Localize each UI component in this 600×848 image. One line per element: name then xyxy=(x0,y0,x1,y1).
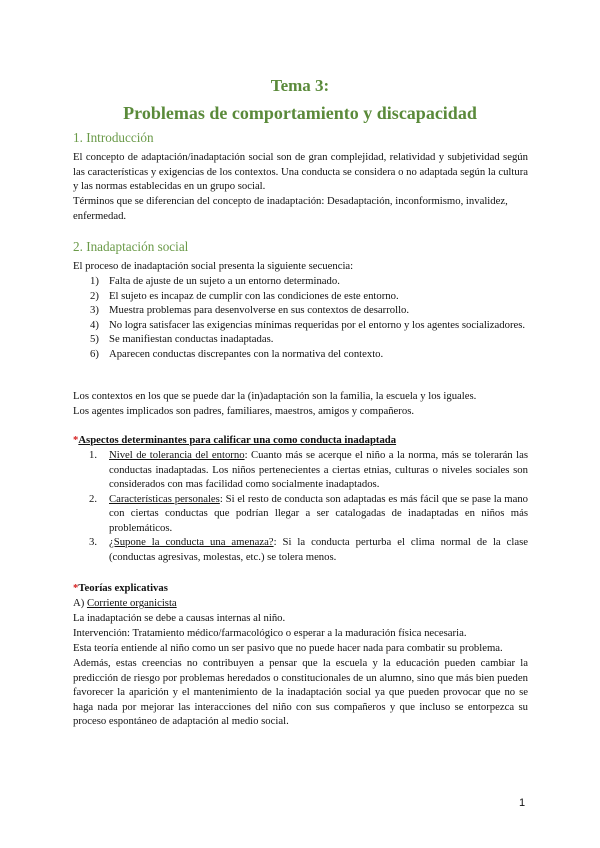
theory-paragraph: Además, estas creencias no contribuyen a pensar que la escuela y la educación pueden cambiar la predicción de riesgo por problemas heredados o constitucionales de un alumno, sino que más bien pueden favorecer la aparición y el mantenimiento de la inadaptación social ya que pueden provocar que no se haga nada por mejorar las interacciones del niño con sus compañeros y que incluso se entorpezca su proceso espontáneo de adaptación al medio social. xyxy=(73,657,528,727)
section-1-heading: 1. Introducción xyxy=(73,130,154,145)
list-item: 3. ¿Supone la conducta una amenaza?: Si la conducta perturba el clima normal de la clase (conductas agresivas, molestas, etc.) se tolera menos. xyxy=(89,536,528,563)
list-item: 3) Muestra problemas para desenvolverse en sus contextos de desarrollo. xyxy=(90,304,410,316)
title-line-1: Tema 3: xyxy=(270,76,330,95)
theory-line-1: La inadaptación se debe a causas internas al niño. xyxy=(73,612,286,624)
page-number: 1 xyxy=(519,797,526,809)
list-item: 2) El sujeto es incapaz de cumplir con las condiciones de este entorno. xyxy=(90,289,399,302)
aspects-title: Aspectos determinantes para calificar una como conducta inadaptada xyxy=(78,434,397,446)
list-item: 6) Aparecen conductas discrepantes con la normativa del contexto. xyxy=(90,347,384,360)
intro-paragraph: El concepto de adaptación/inadaptación social son de gran complejidad, relatividad y subjetividad según las características y exigencias de los contextos. Una conducta se considera o no adaptada según la cultura y las normas establecidas en un grupo social. xyxy=(73,151,528,192)
theory-a-heading: A) Corriente organicista xyxy=(73,597,177,609)
asterisk-marker: * xyxy=(73,434,79,446)
list-item: 5) Se manifiestan conductas inadaptadas. xyxy=(90,333,274,345)
aspects-heading xyxy=(73,433,528,448)
list-item: 1. Nivel de tolerancia del entorno: Cuanto más se acerque el niño a la norma, más se tolerarán las conductas inadaptadas. Los niños pertenecientes a ciertas etnias, culturas o niveles sociales son considerados con mas facilidad como socialmente inadaptados. xyxy=(89,449,528,490)
sequence-list xyxy=(90,274,528,361)
list-item: 1) Falta de ajuste de un sujeto a un entorno determinado. xyxy=(90,275,340,287)
section-2-heading: 2. Inadaptación social xyxy=(73,239,189,254)
theory-line-2: Intervención: Tratamiento médico/farmacológico o esperar a la maduración física necesaria. xyxy=(73,627,467,639)
terms-paragraph: Términos que se diferencian del concepto de inadaptación: Desadaptación, inconformismo, invalidez, enfermedad. xyxy=(73,195,508,222)
list-item: 4) No logra satisfacer las exigencias mínimas requeridas por el entorno y los agentes socializadores. xyxy=(90,318,526,331)
theory-line-3: Esta teoría entiende al niño como un ser pasivo que no puede hacer nada para combatir su problema. xyxy=(73,642,503,654)
contexts-paragraph: Los contextos en los que se puede dar la (in)adaptación son la familia, la escuela y los iguales. xyxy=(73,390,477,402)
title-line-2: Problemas de comportamiento y discapacidad xyxy=(123,103,477,123)
sequence-intro: El proceso de inadaptación social presenta la siguiente secuencia: xyxy=(73,260,354,272)
theories-heading xyxy=(73,581,528,596)
theories-title: Teorías explicativas xyxy=(78,582,168,594)
aspects-list xyxy=(89,448,529,564)
agents-paragraph: Los agentes implicados son padres, familiares, maestros, amigos y compañeros. xyxy=(73,405,415,417)
list-item: 2. Características personales: Si el resto de conducta son adaptadas es más fácil que se pase la mano con ciertas conductas que podrían llegar a ser catalogadas de inadaptadas en niños más problemáticos. xyxy=(89,492,529,534)
asterisk-marker: * xyxy=(73,582,79,594)
